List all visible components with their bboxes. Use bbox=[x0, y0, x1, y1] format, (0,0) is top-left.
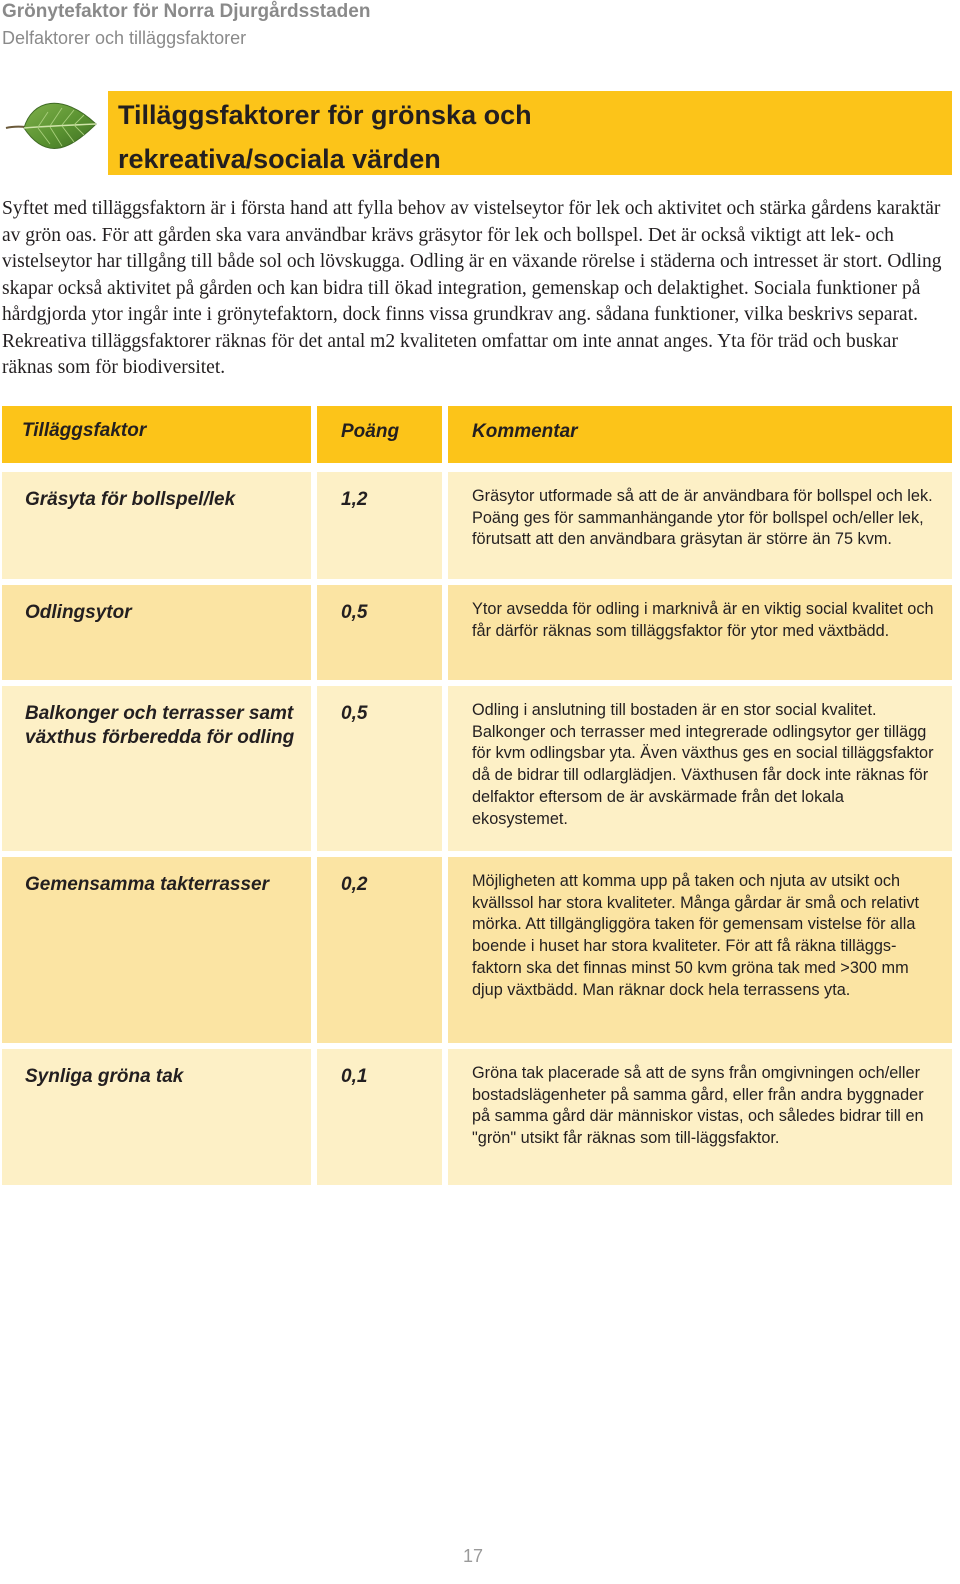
factor-score: 1,2 bbox=[341, 489, 368, 510]
table-row bbox=[0, 472, 952, 579]
table-row bbox=[0, 585, 952, 680]
heading-line-1: Tilläggsfaktorer för grönska och bbox=[118, 100, 532, 130]
factor-score: 0,1 bbox=[341, 1066, 368, 1087]
column-header-score: Poäng bbox=[341, 421, 400, 442]
factor-name: Balkonger och terrasser samt växthus förberedda för odling bbox=[25, 703, 295, 748]
factor-name: Gräsyta för bollspel/lek bbox=[25, 489, 236, 510]
factor-table bbox=[0, 406, 952, 1185]
heading-line-2: rekreativa/sociala värden bbox=[118, 144, 441, 174]
factor-name: Synliga gröna tak bbox=[25, 1066, 184, 1087]
intro-paragraph: Syftet med tilläggsfaktorn är i första hand att fylla behov av vistelseytor för lek och aktivitet och stärka gårdens karaktär av grön oas. För att gården ska vara användbar krävs gräsytor för lek och bollspel. Det är också viktigt att lek- och vistelseytor har tillgång till både sol och lövskugga. Odling är en växande rörelse i städerna och intresset är stort. Odling skapar också aktivitet på gården och kan bidra till ökad integration, gemenskap och delaktighet. Sociala funktioner på hårdgjorda ytor ingår inte i grönytefaktorn, dock finns vissa grundkrav ang. sådana funktioner, vilka beskrivs separat. Rekreativa tilläggsfaktorer räknas för det antal m2 kvaliteten omfattar om inte annat anges. Yta för träd och buskar räknas som för biodiversitet. bbox=[2, 198, 942, 378]
table-row bbox=[0, 686, 952, 851]
page-number: 17 bbox=[462, 1546, 484, 1566]
table-row bbox=[0, 857, 952, 1043]
factor-name: Gemensamma takterrasser bbox=[25, 874, 269, 895]
table-row bbox=[0, 1049, 952, 1185]
column-header-comment: Kommentar bbox=[472, 421, 578, 442]
factor-comment: Gröna tak placerade så att de syns från omgivningen och/eller bostadslägenheter på samma gård, eller från andra byggnader på samma gård där människor vistas, och således bidrar till en "grön" utsikt får räknas som till-läggsfaktor. bbox=[472, 1064, 924, 1148]
factor-name: Odlingsytor bbox=[25, 602, 132, 623]
factor-comment: Gräsytor utformade så att de är användbara för bollspel och lek. Poäng ges för sammanhängande ytor för bollspel och/eller lek, förutsatt att den användbara gräsytan är större än 75 kvm. bbox=[472, 487, 933, 549]
factor-score: 0,5 bbox=[341, 703, 368, 724]
birch-leaf-icon bbox=[4, 90, 100, 166]
factor-score: 0,5 bbox=[341, 602, 368, 623]
table-header bbox=[0, 406, 952, 463]
document-title: Grönytefaktor för Norra Djurgårdsstaden bbox=[2, 1, 371, 22]
factor-score: 0,2 bbox=[341, 874, 368, 895]
section-heading bbox=[108, 91, 952, 175]
factor-comment: Odling i anslutning till bostaden är en stor social kvalitet. Balkonger och terrasser med integrerade odlingsytor ger tillägg för kvm odlingsbar yta. Även växthus ges en social tilläggsfaktor då de bidrar till odlarglädjen. Växthusen får dock inte räknas för delfaktor eftersom de är avskärmade från det lokala ekosystemet. bbox=[472, 701, 934, 828]
factor-comment: Möjligheten att komma upp på taken och njuta av utsikt och kvällssol har stora kvaliteter. Många gårdar är små och relativt mörka. Att tillgängliggöra taken för gemensam vistelse för alla boende i huset har stora kvaliteter. För att få räkna tilläggs-faktorn ska det finnas minst 50 kvm gröna tak med >300 mm djup växtbädd. Man räknar dock hela terrassens yta. bbox=[472, 872, 920, 999]
factor-comment: Ytor avsedda för odling i marknivå är en viktig social kvalitet och får därför räknas som tilläggsfaktor för ytor med växtbädd. bbox=[472, 600, 934, 640]
column-header-factor: Tilläggsfaktor bbox=[22, 420, 147, 441]
section-subtitle: Delfaktorer och tilläggsfaktorer bbox=[2, 28, 247, 48]
